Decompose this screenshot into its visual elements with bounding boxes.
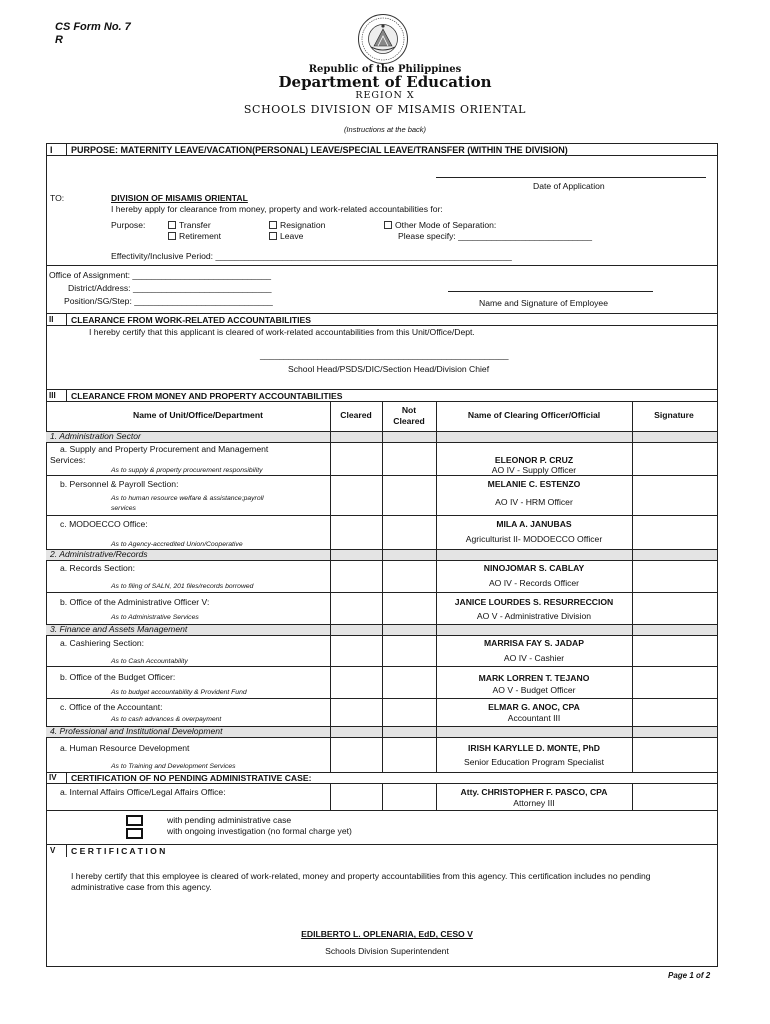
supply-row-note: As to supply & property procurement responsibility: [111, 467, 263, 474]
sector-4-label: 4. Professional and Institutional Development: [50, 726, 223, 736]
admin-officer-row-note: As to Administrative Services: [111, 614, 199, 621]
date-label: Date of Application: [533, 181, 605, 191]
apply-statement: I hereby apply for clearance from money, property and work-related accountabilities for:: [111, 204, 443, 214]
section-1-number: I: [50, 145, 53, 155]
region-line: REGION X: [355, 90, 415, 101]
leave-option[interactable]: [269, 231, 303, 241]
final-certification-text-2: administrative case from this agency.: [71, 882, 212, 892]
column-unit: Name of Unit/Office/Department: [133, 410, 263, 420]
position-field[interactable]: Position/SG/Step: _____________________________: [64, 296, 273, 306]
cashiering-row-label: a. Cashiering Section:: [60, 638, 145, 648]
leave-label: Leave: [280, 231, 304, 241]
cashier-position: AO IV - Cashier: [503, 653, 565, 663]
section-5-title: C E R T I F I C A T I O N: [71, 846, 166, 856]
hrd-row-note: As to Training and Development Services: [111, 763, 236, 770]
department-line: Department of Education: [278, 73, 492, 91]
resignation-option[interactable]: [269, 220, 325, 230]
sector-1-label: 1. Administration Sector: [50, 431, 141, 441]
section-3-number: III: [49, 391, 56, 400]
effectivity-field[interactable]: Effectivity/Inclusive Period: ______________________________________________________________: [111, 251, 512, 261]
section-2-number: II: [49, 315, 54, 324]
personnel-row-label: b. Personnel & Payroll Section:: [60, 479, 179, 489]
office-assignment-field[interactable]: Office of Assignment: _____________________________: [49, 270, 272, 280]
modoecco-row-note: As to Agency-accredited Union/Cooperative: [111, 541, 243, 548]
to-label: TO:: [50, 193, 65, 203]
district-address-field[interactable]: District/Address: _____________________________: [68, 283, 272, 293]
personnel-officer-position: AO IV - HRM Officer: [495, 497, 573, 507]
form-code: CS Form No. 7: [55, 21, 131, 33]
retirement-label: Retirement: [179, 231, 222, 241]
employee-signature-label: Name and Signature of Employee: [479, 298, 608, 308]
accountant-row-note: As to cash advances & overpayment: [111, 716, 222, 723]
ongoing-investigation-label: with ongoing investigation (no formal charge yet): [167, 826, 352, 836]
records-officer-name: NINOJOMAR S. CABLAY: [483, 563, 585, 573]
resignation-label: Resignation: [280, 220, 326, 230]
transfer-checkbox[interactable]: [168, 221, 176, 229]
admin-officer-position: AO V - Administrative Division: [476, 611, 592, 621]
budget-officer-name: MARK LORREN T. TEJANO: [478, 673, 590, 683]
hrd-officer-name: IRISH KARYLLE D. MONTE, PhD: [468, 743, 600, 753]
head-signature-label: School Head/PSDS/DIC/Section Head/Division Chief: [288, 364, 490, 374]
please-specify[interactable]: Please specify: ____________________________: [398, 231, 593, 241]
republic-line: Republic of the Philippines: [308, 64, 462, 75]
pending-case-label: with pending administrative case: [167, 815, 292, 825]
final-certification-text: I hereby certify that this employee is cleared of work-related, money and property accountabilities from this agency. This certification includes no pending: [71, 871, 651, 881]
column-not-cleared: Cleared: [393, 416, 425, 426]
instructions-note: (Instructions at the back): [343, 125, 427, 134]
hrd-officer-position: Senior Education Program Specialist: [464, 757, 604, 767]
supply-officer-position: AO IV - Supply Officer: [491, 465, 577, 475]
superintendent-name: EDILBERTO L. OPLENARIA, EdD, CESO V: [301, 929, 473, 939]
hrd-row-label: a. Human Resource Development: [60, 743, 190, 753]
admin-officer-name: JANICE LOURDES S. RESURRECCION: [454, 597, 614, 607]
supply-row-label-2: Services:: [50, 455, 86, 465]
division-line: SCHOOLS DIVISION OF MISAMIS ORIENTAL: [243, 103, 527, 116]
retirement-option[interactable]: [168, 231, 221, 241]
to-value: DIVISION OF MISAMIS ORIENTAL: [111, 193, 248, 203]
legal-officer-position: Attorney III: [513, 798, 555, 808]
personnel-row-note: As to human resource welfare & assistance;payroll: [111, 495, 264, 502]
retirement-checkbox[interactable]: [168, 232, 176, 240]
other-checkbox[interactable]: [384, 221, 392, 229]
legal-row-label: a. Internal Affairs Office/Legal Affairs Office:: [60, 787, 226, 797]
supply-row-label: a. Supply and Property Procurement and Management: [60, 444, 269, 454]
other-label: Other Mode of Separation:: [395, 220, 497, 230]
supply-officer-name: ELEONOR P. CRUZ: [494, 455, 574, 465]
column-not: Not: [401, 405, 417, 415]
transfer-option[interactable]: [168, 220, 211, 230]
modoecco-officer-name: MILA A. JANUBAS: [496, 519, 572, 529]
column-cleared: Cleared: [340, 410, 372, 420]
personnel-row-note-2: services: [111, 505, 136, 512]
pending-case-checkbox[interactable]: [126, 815, 143, 826]
budget-row-note: As to budget accountability & Provident Fund: [111, 689, 247, 696]
budget-row-label: b. Office of the Budget Officer:: [60, 672, 176, 682]
other-option[interactable]: [384, 220, 496, 230]
section-4-number: IV: [49, 773, 57, 782]
section-1-title: PURPOSE: MATERNITY LEAVE/VACATION(PERSONAL) LEAVE/SPECIAL LEAVE/TRANSFER (WITHIN THE DIVISION): [71, 145, 568, 155]
accountant-name: ELMAR G. ANOC, CPA: [488, 702, 580, 712]
date-line: [436, 177, 706, 178]
records-officer-position: AO IV - Records Officer: [488, 578, 580, 588]
leave-checkbox[interactable]: [269, 232, 277, 240]
cashier-name: MARRISA FAY S. JADAP: [484, 638, 584, 648]
page-number: Page 1 of 2: [668, 971, 711, 980]
records-row-label: a. Records Section:: [60, 563, 135, 573]
section-4-title: CERTIFICATION OF NO PENDING ADMINISTRATIVE CASE:: [71, 773, 312, 783]
budget-officer-position: AO V - Budget Officer: [492, 685, 576, 695]
form-revision: R: [55, 34, 63, 46]
sector-3-label: 3. Finance and Assets Management: [50, 624, 188, 634]
legal-officer-name: Atty. CHRISTOPHER F. PASCO, CPA: [460, 787, 608, 797]
employee-signature-line[interactable]: [448, 291, 653, 292]
accountant-row-label: c. Office of the Accountant:: [60, 702, 163, 712]
sector-2-label: 2. Administrative/Records: [50, 549, 148, 559]
section-3-title: CLEARANCE FROM MONEY AND PROPERTY ACCOUNTABILITIES: [71, 391, 343, 401]
purpose-label: Purpose:: [111, 220, 146, 230]
transfer-label: Transfer: [179, 220, 211, 230]
section-2-title: CLEARANCE FROM WORK-RELATED ACCOUNTABILITIES: [71, 315, 311, 325]
cashiering-row-note: As to Cash Accountability: [111, 658, 188, 665]
modoecco-officer-position: Agriculturist II- MODOECCO Officer: [465, 534, 603, 544]
deped-seal: [357, 13, 409, 65]
personnel-officer-name: MELANIE C. ESTENZO: [487, 479, 581, 489]
superintendent-position: Schools Division Superintendent: [325, 946, 449, 956]
section-5-number: V: [50, 846, 56, 855]
ongoing-investigation-checkbox[interactable]: [126, 828, 143, 839]
records-row-note: As to filing of SALN, 201 files/records borrowed: [111, 583, 254, 590]
column-signature: Signature: [654, 410, 694, 420]
modoecco-row-label: c. MODOECCO Office:: [60, 519, 148, 529]
head-signature-line[interactable]: ____________________________________________________: [260, 350, 509, 360]
column-officer: Name of Clearing Officer/Official: [467, 410, 601, 420]
resignation-checkbox[interactable]: [269, 221, 277, 229]
accountant-position: Accountant III: [507, 713, 561, 723]
section-2-certification: I hereby certify that this applicant is cleared of work-related accountabilities from this Unit/Office/Dept.: [89, 327, 475, 337]
admin-officer-row-label: b. Office of the Administrative Officer V:: [60, 597, 210, 607]
